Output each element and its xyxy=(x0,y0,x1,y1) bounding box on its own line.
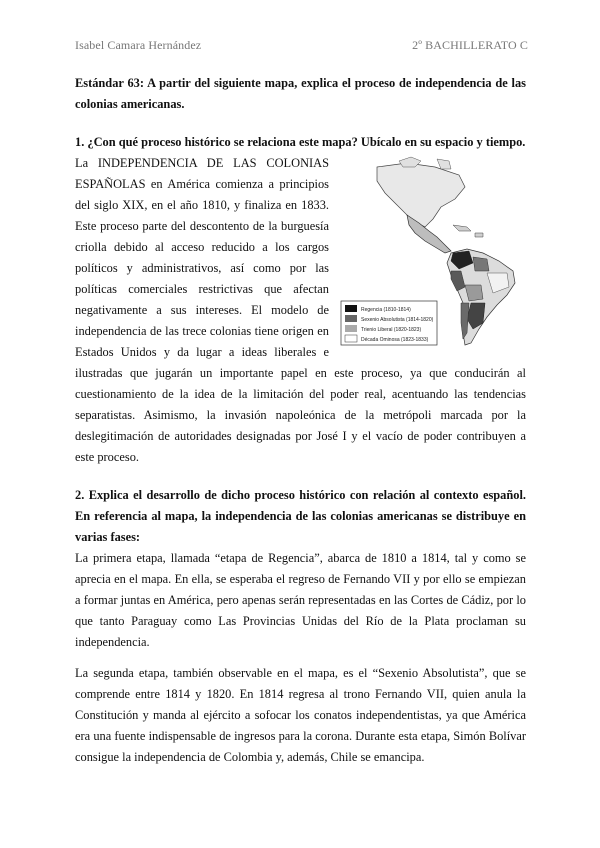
question-2-title: 2. Explica el desarrollo de dicho proceso histórico con relación al contexto español. En referencia al mapa, la independencia de las colonias americanas se distribuye en varias fases: xyxy=(75,488,526,544)
question-2-paragraph-2: La segunda etapa, también observable en el mapa, es el “Sexenio Absolutista”, que se comprende entre 1814 y 1820. En 1814 regresa al trono Fernando VII, quien anula la Constitución y manda al ejército a sofocar los conatos independentistas, ya que América era una fuente indispensable de ingresos para la corona. Durante esta etapa, Simón Bolívar consigue la independencia de Colombia y, además, Chile se emancipa. xyxy=(75,666,526,764)
question-1-block xyxy=(75,153,526,468)
america-map-figure xyxy=(337,153,526,349)
question-2-paragraph-1: La primera etapa, llamada “etapa de Regencia”, abarca de 1810 a 1814, tal y como se aprecia en el mapa. En ella, se esperaba el regreso de Fernando VII y por ello se empiezan a formar juntas en América, pero apenas serán representadas en las Cortes de Cádiz, por lo que tanto Paraguay como Las Provincias Unidas del Río de la Plata proclaman su independencia. xyxy=(75,551,526,649)
legend-item-1: Regencia (1810-1814) xyxy=(361,307,411,313)
document-body xyxy=(75,73,526,768)
standard-title: Estándar 63: A partir del siguiente mapa, explica el proceso de independencia de las colonias americanas. xyxy=(75,76,526,111)
legend-item-3: Trienio Liberal (1820-1823) xyxy=(361,327,422,333)
legend-item-2: Sexenio Absolutista (1814-1820) xyxy=(361,317,434,323)
independence-map xyxy=(337,153,526,349)
question-1-title: 1. ¿Con qué proceso histórico se relaciona este mapa? Ubícalo en su espacio y tiempo. xyxy=(75,135,526,149)
legend-item-4: Década Ominosa (1823-1833) xyxy=(361,337,429,343)
question-1-answer: La INDEPENDENCIA DE LAS COLONIAS ESPAÑOLAS en América comienza a principios del siglo XIX, en el año 1810, y finaliza en 1833. Este proceso parte del descontento de la burguesía criolla debido al acceso reducido a los cargos políticos y administrativos, así como por las políticas comerciales restrictivas que afectan negativamente a sus intereses. El modelo de independencia de las trece colonias tiene origen en Estados Unidos y da lugar a ideas liberales e ilustradas que jugarán un importante papel en este proceso, ya que conducirán al cuestionamiento de la idea de la limitación del poder real, acentuando las tendencias separatistas. Asimismo, la invasión napoleónica de la metrópoli marcada por la deslegitimación de autoridades designadas por José I y el vacío de poder contribuyen a este proceso. xyxy=(75,156,526,464)
author-name: Isabel Camara Hernández xyxy=(75,38,202,52)
course-label: 2º BACHILLERATO C xyxy=(412,38,528,52)
